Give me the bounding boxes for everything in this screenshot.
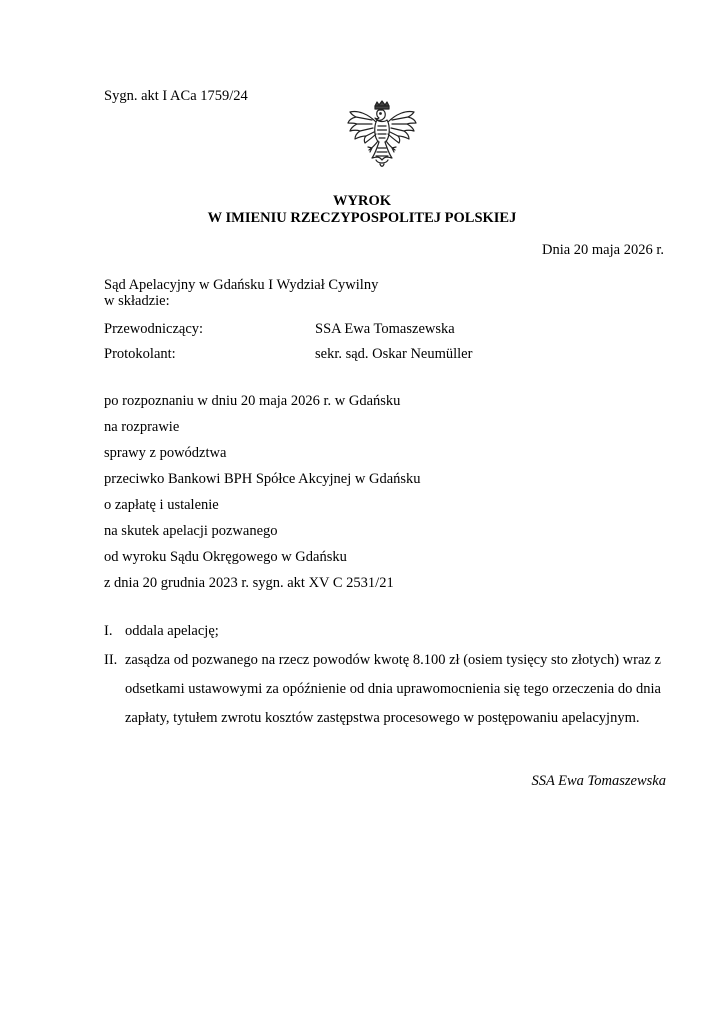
panel-person: SSA Ewa Tomaszewska — [315, 321, 455, 337]
proceedings-line: z dnia 20 grudnia 2023 r. sygn. akt XV C 2531/21 — [104, 575, 394, 591]
proceedings-details — [104, 393, 421, 601]
court-name: Sąd Apelacyjny w Gdańsku I Wydział Cywilny — [104, 277, 379, 293]
court-info — [104, 277, 378, 309]
title-line-1: WYROK — [333, 193, 391, 209]
decision-number: II. — [104, 652, 118, 668]
decision-text: oddala apelację; — [125, 623, 219, 639]
panel-row-presiding — [104, 321, 664, 338]
decision-item — [104, 646, 664, 733]
judgment-date: Dnia 20 maja 2026 r. — [541, 242, 664, 258]
proceedings-line: po rozpoznaniu w dniu 20 maja 2026 r. w Gdańsku — [104, 393, 401, 409]
proceedings-line: o zapłatę i ustalenie — [104, 497, 219, 513]
judgment-title — [0, 193, 724, 227]
polish-eagle-emblem-icon — [342, 100, 422, 172]
panel-role: Protokolant: — [104, 346, 176, 362]
panel-role: Przewodniczący: — [104, 321, 204, 337]
court-composition-label: w składzie: — [104, 293, 170, 309]
proceedings-line: na rozprawie — [104, 419, 180, 435]
title-line-2: W IMIENIU RZECZYPOSPOLITEJ POLSKIEJ — [207, 210, 517, 226]
decisions-list — [104, 617, 664, 733]
panel-row-clerk — [104, 346, 664, 363]
proceedings-line: sprawy z powództwa — [104, 445, 227, 461]
case-signature: Sygn. akt I ACa 1759/24 — [104, 88, 248, 104]
decision-text: zasądza od pozwanego na rzecz powodów kwotę 8.100 zł (osiem tysięcy sto złotych) wraz z odsetkami ustawowymi za opóźnienie od dnia uprawomocnienia się tego orzeczenia do dnia zapłaty, tytułem zwrotu kosztów zastępstwa procesowego w postępowaniu apelacyjnym. — [125, 652, 661, 726]
decision-item — [104, 617, 664, 646]
decision-number: I. — [104, 623, 113, 639]
proceedings-line: przeciwko Bankowi BPH Spółce Akcyjnej w Gdańsku — [104, 471, 421, 487]
proceedings-line: na skutek apelacji pozwanego — [104, 523, 278, 539]
judge-signature: SSA Ewa Tomaszewska — [531, 773, 666, 789]
proceedings-line: od wyroku Sądu Okręgowego w Gdańsku — [104, 549, 347, 565]
panel-person: sekr. sąd. Oskar Neumüller — [315, 346, 473, 362]
